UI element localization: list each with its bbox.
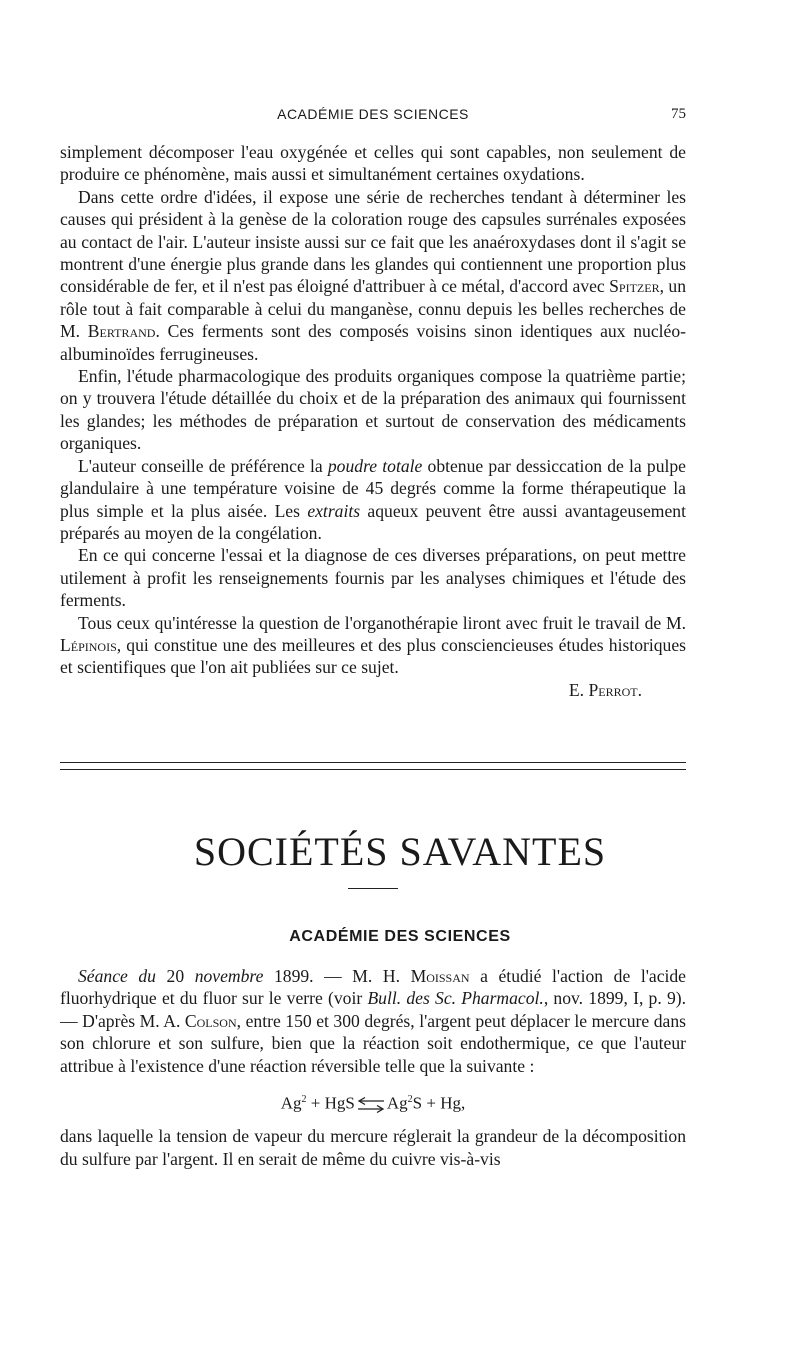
- review-paragraph-6: [60, 612, 686, 679]
- book-review-text: [60, 141, 686, 701]
- page-number: 75: [671, 106, 686, 122]
- formula-end: S + Hg,: [412, 1093, 466, 1113]
- section-separator-rule: [60, 762, 686, 770]
- running-header: [60, 104, 686, 128]
- signature-name: Perrot: [588, 679, 638, 700]
- seance-text-d: , entre 150 et 300 degrés, l'argent peut déplacer le mercure dans son chlorure et son sulfure, bien que la réaction soit endothermique, ce que l'auteur attribue à l'existence d'une réaction réversible telle que la suivante :: [60, 1010, 686, 1076]
- review-p6-text-b: , qui constitue une des meilleures et des plus consciencieuses études historiques et scientifiques que l'on ait publiées sur ce sujet.: [60, 634, 686, 678]
- review-paragraph-4: [60, 455, 686, 545]
- journal-reference: Bull. des Sc. Pharmacol.: [367, 988, 544, 1009]
- review-p2-text-c: . Ces ferments sont des composés voisins sinon identiques aux nucléo-albuminoïdes ferrugineuses.: [60, 321, 686, 364]
- formula-ag-right: Ag: [386, 1093, 408, 1113]
- review-p2-text-a: Dans cette ordre d'idées, il expose une série de recherches tendant à déterminer les causes qui président à la genèse de la coloration rouge des capsules surrénales exposées au contact de l'air. L'auteur insiste aussi sur ce fait que les anaéroxydases dont il s'agit se montrent d'une énergie plus grande dans les glandes qui contiennent une proportion plus considérable de fer, et il n'est pas éloigné d'attribuer à ce métal, d'accord avec: [60, 186, 686, 297]
- review-p4-text-c: aqueux peuvent être aussi avantageusement préparés au moyen de la congélation.: [60, 500, 686, 543]
- formula-subscript-2: 2: [407, 1094, 413, 1106]
- signature-initial: E.: [568, 679, 589, 700]
- seance-text-b: a étudié l'action de l'acide fluorhydrique et du fluor sur le verre (voir: [60, 966, 686, 1009]
- review-paragraph-2: [60, 186, 686, 365]
- author-name-bertrand: Bertrand: [87, 321, 156, 342]
- author-name-colson: Colson: [184, 1010, 237, 1031]
- review-paragraph-3: Enfin, l'étude pharmacologique des produits organiques compose la quatrième partie; on y trouvera l'étude détaillée du choix et de la préparation des animaux qui fournissent les glandes; les méthodes de préparation et surtout de conservation des médicaments organiques.: [60, 366, 686, 454]
- seance-date-month: novembre: [194, 966, 264, 986]
- seance-date-day: 20: [155, 966, 195, 986]
- seance-text-c: , nov. 1899, I, p. 9). — D'après M. A.: [60, 988, 687, 1031]
- signature-end: .: [637, 679, 642, 700]
- review-p4-text-b: obtenue par dessiccation de la pulpe glandulaire à une température voisine de 45 degrés comme la forme thérapeutique la plus simple et la plus aisée. Les: [60, 455, 686, 521]
- review-p4-text-a: L'auteur conseille de préférence la: [78, 455, 328, 476]
- formula-subscript-1: 2: [301, 1094, 307, 1106]
- emphasis-poudre-totale: poudre totale: [327, 455, 423, 476]
- review-p2-text-b: , un rôle tout à fait comparable à celui du manganèse, connu depuis les belles recherches de M.: [60, 276, 686, 342]
- author-name-moissan: Moissan: [410, 966, 470, 986]
- title-underline-rule: [348, 888, 398, 889]
- seance-text-a: 1899. — M. H.: [263, 966, 411, 986]
- seance-date-label: Séance du: [78, 966, 156, 986]
- chemical-equation: [60, 1089, 686, 1115]
- author-name-spitzer: Spitzer: [609, 276, 660, 297]
- formula-ag-left: Ag: [280, 1093, 302, 1113]
- seance-paragraph-1: [60, 965, 686, 1077]
- review-paragraph-5: En ce qui concerne l'essai et la diagnose de ces diverses préparations, on peut mettre utilement à profit les renseignements fournis par les analyses chimiques et l'étude des ferments.: [60, 545, 686, 611]
- review-paragraph-1: simplement décomposer l'eau oxygénée et celles qui sont capables, non seulement de produire ce phénomène, mais aussi et simultanément certaines oxydations.: [60, 142, 686, 185]
- section-title: SOCIÉTÉS SAVANTES: [193, 829, 607, 874]
- author-name-lepinois: Lépinois: [60, 634, 117, 655]
- emphasis-extraits: extraits: [307, 500, 361, 521]
- reversible-arrows-icon: [356, 1096, 386, 1114]
- review-p6-text-a: Tous ceux qu'intéresse la question de l'organothérapie liront avec fruit le travail de M.: [78, 612, 686, 633]
- section-subtitle: ACADÉMIE DES SCIENCES: [289, 928, 511, 945]
- seance-report-text: [60, 965, 686, 1170]
- review-signature: [60, 679, 686, 701]
- running-header-title: ACADÉMIE DES SCIENCES: [277, 106, 469, 122]
- seance-paragraph-2: dans laquelle la tension de vapeur du mercure réglerait la grandeur de la décomposition du sulfure par l'argent. Il en serait de même du cuivre vis-à-vis: [60, 1126, 686, 1169]
- formula-hgs: + HgS: [306, 1093, 355, 1113]
